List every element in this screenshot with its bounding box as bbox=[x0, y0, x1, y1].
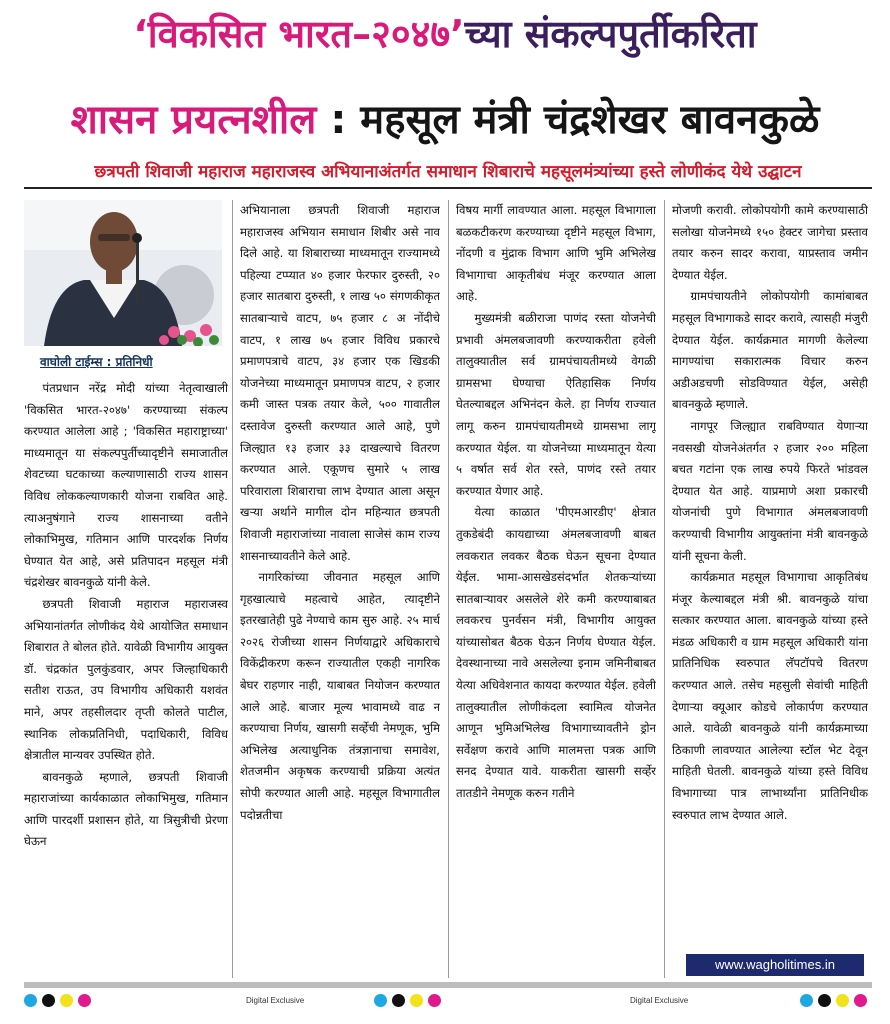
website-link[interactable]: www.wagholitimes.in bbox=[686, 954, 864, 976]
article-paragraph: ग्रामपंचायतीने लोकोपयोगी कामांबाबत महसूल विभागाकडे सादर करावे, त्यासही मंजुरी देण्यात येईल. कार्यक्रमात मागणी केलेल्या मागण्यांचा सकारात्मक विचार करुन अडीअडचणी सोडविण्यात येईल, असेही बावनकुळे म्हणाले. bbox=[672, 289, 868, 412]
registration-marks-left bbox=[24, 994, 91, 1007]
cyan-mark bbox=[374, 994, 387, 1007]
article-paragraph: बावनकुळे म्हणाले, छत्रपती शिवाजी महाराजांच्या कार्यकाळात लोकाभिमुख, गतिमान आणि पारदर्शी प्रशासन होते, या त्रिसुत्रीची प्रेरणा घेऊन bbox=[24, 769, 228, 849]
headline-line-1-rest: च्या संकल्पपुर्तीकरिता bbox=[464, 12, 757, 56]
footer-note-right: Digital Exclusive bbox=[630, 996, 689, 1005]
article-column-2 bbox=[240, 200, 440, 978]
column-divider bbox=[448, 200, 449, 978]
article-paragraph: नागपूर जिल्ह्यात राबविण्यात येणाऱ्या नवसखी योजनेअंतर्गत २ हजार २०० महिला बचत गटांना एक लाख रुपये फिरते भांडवल देण्यात येत आहे. याप्रमाणे अशा प्रकारची योजनांची पुणे विभागात अंमलबजावणी करण्याची विभागीय आयुक्तांना मंत्री बावनकुळे यांनी सूचना केली. bbox=[672, 418, 868, 563]
article-paragraph: येत्या काळात 'पीएमआरडीए' क्षेत्रात तुकडेबंदी कायद्याच्या अंमलबजावणी बाबत लवकरात लवकर बैठक घेऊन सूचना देण्यात येईल. भामा-आसखेडसंदर्भात शेतकऱ्यांच्या सातबाऱ्यावर असलेले शेरे कमी करण्याबाबत लवकरच पुनर्वसन मंत्री, विभागीय आयुक्त यांच्यासोबत बैठक घेऊन निर्णय घेण्यात येईल. देवस्थानाच्या नावे असलेल्या इनाम जमिनीबाबत येत्या अधिवेशनात कायदा करण्यात येईल. हवेली तालुक्यातील लोणीकंदला स्वामित्व योजनेत आणून भुमिअभिलेख विभागाच्यावतीने ड्रोन सर्वेक्षण करावे आणि मालमत्ता पत्रक आणि सनद देण्यात यावे. याकरीता खासगी सर्व्हेर तातडीने नेमणूक करुन गतीने bbox=[456, 505, 656, 801]
magenta-mark bbox=[854, 994, 867, 1007]
sub-headline: छत्रपती शिवाजी महाराज महाराजस्व अभियानाअंतर्गत समाधान शिबाराचे महसूलमंत्र्यांच्या हस्ते लोणीकंद येथे उद्घाटन bbox=[94, 162, 802, 182]
byline: वाघोली टाईम्स : प्रतिनिधी bbox=[40, 355, 153, 369]
print-footer bbox=[24, 994, 872, 1012]
article-column-1 bbox=[24, 378, 228, 978]
article-paragraph: मुख्यमंत्री बळीराजा पाणंद रस्ता योजनेची प्रभावी अंमलबजावणी करण्याकरीता हवेली तालुक्यातील सर्व ग्रामपंचायतीमध्ये वेगळी ग्रामसभा घेण्याचा ऐतिहासिक निर्णय घेतल्याबद्दल अभिनंदन केले. हा निर्णय राज्यात लागू करुन ग्रामपंचायतीमध्ये ग्रामसभा लागू करण्यात येईल. या योजनेच्या माध्यमातून येत्या ५ वर्षात सर्व शेत रस्ते, पाणंद रस्ते तयार करण्यात येणार आहे. bbox=[456, 310, 656, 498]
headline-line-2 bbox=[0, 92, 890, 148]
article-paragraph: अभियानाला छत्रपती शिवाजी महाराज महाराजस्व अभियान समाधान शिबीर असे नाव दिले आहे. या शिबाराच्या माध्यमातून राज्यामध्ये पहिल्या टप्प्यात ४० हजार फेरफार दुरुस्ती, २० हजार सातबारा दुरुस्ती, १ लाख ५० संगणकीकृत सातबाऱ्याचे वाटप, ७५ हजार ८ अ नोंदीचे वाटप, १ लाख ७५ हजार विविध प्रकारचे प्रमाणपत्राचे वाटप, ३४ हजार एक खिडकी योजनेच्या माध्यमातून प्रमाणपत्र वाटप, २ हजार कमी जास्त पत्रक तयार केले, ५०० गावातील दस्तावेज दुरुस्ती करण्यात आले आहे, पुणे जिल्ह्यात १३ हजार ३३ दाखल्याचे वितरण करण्यात आले. एकूणच सुमारे ५ लाख परिवाराला शिबाराचा लाभ देण्यात आला असून खऱ्या अर्थाने मागील दोन महिन्यात छत्रपती शिवाजी महाराजांच्या नावाला साजेसं काम राज्य शासनाच्यावतीने केले आहे. bbox=[240, 203, 440, 563]
article-paragraph: पंतप्रधान नरेंद्र मोदी यांच्या नेतृत्वाखाली 'विकसित भारत-२०४७' करण्याच्या संकल्प करण्यात आलेला आहे ; 'विकसित महाराष्ट्राच्या' माध्यमातून या संकल्पपुर्तीच्यादृष्टीने समाजातील शेवटच्या घटकाच्या कल्याणासाठी राज्य शासन विविध लोककल्याणकारी योजना राबवित आहे. त्याअनुषंगाने राज्य शासनाच्या वतीने लोकाभिमुख, गतिमान आणि पारदर्शक निर्णय घेण्यात येत आहे, असे प्रतिपादन महसूल मंत्री चंद्रशेखर बावनकुळे यांनी केले. bbox=[24, 381, 228, 590]
article-column-3 bbox=[456, 200, 656, 978]
magenta-mark bbox=[78, 994, 91, 1007]
article-paragraph: विषय मार्गी लावण्यात आला. महसूल विभागाला बळकटीकरण करण्याच्या दृष्टीने महसूल विभाग, नोंदणी व मुंद्राक विभाग आणि भुमि अभिलेख विभागाचा आकृतीबंध मंजूर करण्यात आला आहे. bbox=[456, 203, 656, 304]
cyan-mark bbox=[800, 994, 813, 1007]
article-paragraph: कार्यक्रमात महसूल विभागाचा आकृतिबंध मंजूर केल्याबद्दल मंत्री श्री. बावनकुळे यांचा सत्कार करण्यात आला. बावनकुळे यांच्या हस्ते मंडळ अधिकारी व ग्राम महसूल अधिकारी यांना प्रातिनिधिक स्वरुपात लॅपटॉपचे वितरण करण्यात आले. तसेच महसुली सेवांची माहिती देणाऱ्या क्यूआर कोडचे लोकार्पण करण्यात आले. यावेळी बावनकुळे यांनी कार्यक्रमाच्या ठिकाणी लावण्यात आलेल्या स्टॉल भेट देवून माहिती घेतली. बावनकुळे यांच्या हस्ते विविध विभागाच्या पात्र लाभार्थ्यांना प्रातिनिधीक स्वरुपात लाभ देण्यात आले. bbox=[672, 570, 868, 822]
magenta-mark bbox=[428, 994, 441, 1007]
article-paragraph: छत्रपती शिवाजी महाराज महाराजस्व अभियानांतर्गत लोणीकंद येथे आयोजित समाधान शिबारात ते बोलत होते. यावेळी विभागीय आयुक्त डॉ. चंद्रकांत पुलकुंडवार, अपर जिल्हाधिकारी सतीश राऊत, उप विभागीय अधिकारी यशवंत माने, अपर तहसीलदार तृप्ती कोलते पाटील, स्थानिक लोकप्रतिनिधी, पदाधिकारी, विविध क्षेत्रातील मान्यवर उपस्थित होते. bbox=[24, 596, 228, 763]
registration-marks-center bbox=[374, 994, 441, 1007]
footer-note-left: Digital Exclusive bbox=[246, 996, 305, 1005]
yellow-mark bbox=[60, 994, 73, 1007]
black-mark bbox=[818, 994, 831, 1007]
headline-line-1 bbox=[0, 10, 890, 58]
footer-bar bbox=[24, 982, 872, 988]
article-paragraph: मोजणी करावी. लोकोपयोगी कामे करण्यासाठी सलोखा योजनेमध्ये १५० हेक्टर जागेचा प्रस्ताव तयार करुन सादर करावा, याप्रस्ताव जमीन देण्यात येईल. bbox=[672, 203, 868, 282]
headline-line-1-highlight: ‘विकसित भारत–२०४७’ bbox=[133, 12, 465, 56]
headline-line-2-highlight: शासन प्रयत्नशील bbox=[70, 97, 317, 143]
column-divider bbox=[232, 200, 233, 978]
speaker-photo-illustration bbox=[24, 200, 222, 346]
article-paragraph: नागरिकांच्या जीवनात महसूल आणि गृहखात्याचे महत्वाचे आहेत, त्यादृष्टीने इतरखातेही पुढे नेण्याचे काम सुरु आहे. २५ मार्च २०२६ रोजीच्या शासन निर्णयाद्वारे अधिकाराचे विकेंद्रीकरण करून राज्यातील एकही नागरिक बेघर राहणार नाही, याबाबत नियोजन करण्यात आले आहे. बाजार मूल्य भावामध्ये वाढ न करण्याचा निर्णय, खासगी सर्व्हेची नेमणूक, भुमि अभिलेख अत्याधुनिक तंत्रज्ञानाचा समावेश, शेतजमीन अकृषक करण्याची प्रक्रिया अत्यंत सोपी करण्यात आली आहे. महसूल विभागातील पदोन्नतीचा bbox=[240, 570, 440, 822]
yellow-mark bbox=[410, 994, 423, 1007]
cyan-mark bbox=[24, 994, 37, 1007]
yellow-mark bbox=[836, 994, 849, 1007]
registration-marks-right bbox=[800, 994, 867, 1007]
headline-line-2-rest: : महसूल मंत्री चंद्रशेखर बावनकुळे bbox=[330, 97, 820, 143]
speaker-photo bbox=[24, 200, 222, 346]
column-divider bbox=[664, 200, 665, 978]
black-mark bbox=[42, 994, 55, 1007]
black-mark bbox=[392, 994, 405, 1007]
article-column-4 bbox=[672, 200, 868, 948]
divider-rule bbox=[24, 187, 872, 189]
